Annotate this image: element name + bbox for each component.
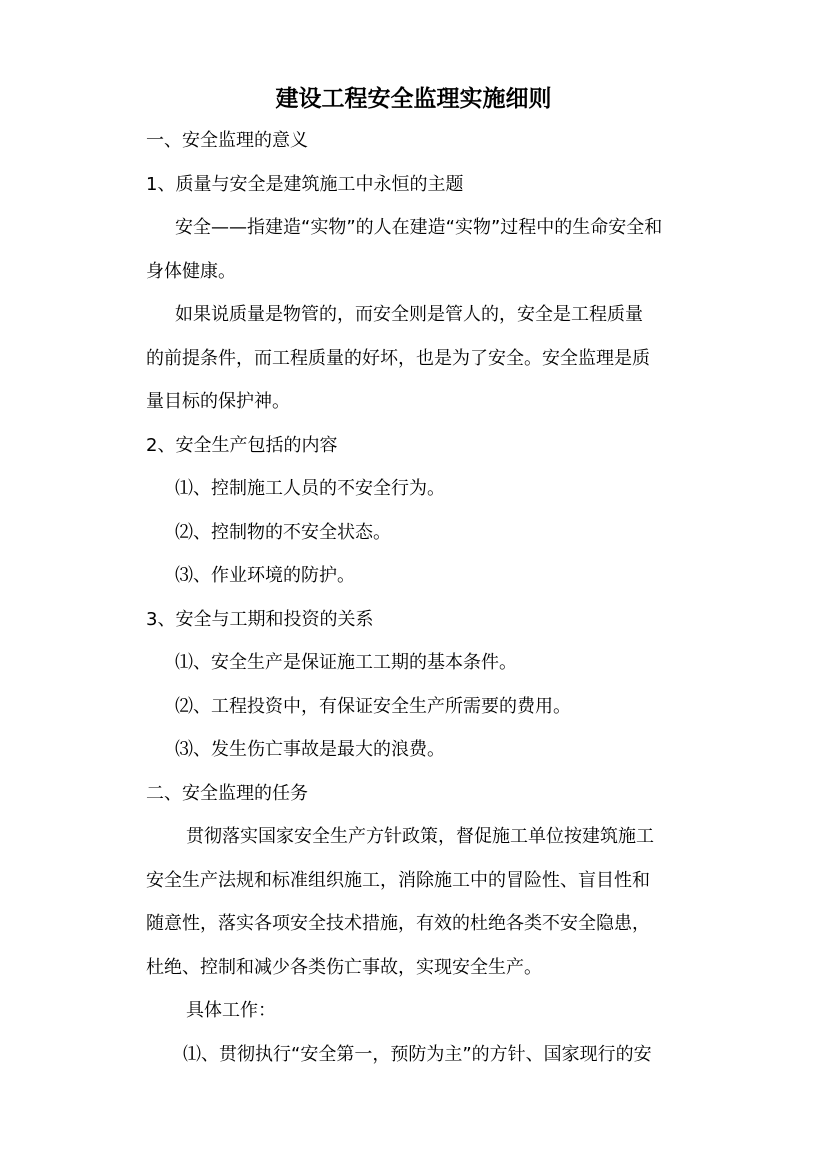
paragraph-line: 量目标的保护神。 [146, 391, 290, 412]
list-item: ⑵、控制物的不安全状态。 [175, 522, 391, 543]
paragraph-line: 安全——指建造“实物”的人在建造“实物”过程中的生命安全和 [175, 217, 663, 238]
subsection-heading: 2、安全生产包括的内容 [146, 435, 338, 456]
paragraph-line: 具体工作： [186, 1000, 276, 1021]
paragraph-line: 安全生产法规和标准组织施工，消除施工中的冒险性、盲目性和 [146, 870, 650, 891]
list-item: ⑶、发生伤亡事故是最大的浪费。 [175, 739, 445, 760]
paragraph-line: 的前提条件，而工程质量的好坏，也是为了安全。安全监理是质 [146, 348, 650, 369]
paragraph-line: 贯彻落实国家安全生产方针政策，督促施工单位按建筑施工 [186, 826, 654, 847]
paragraph-line: 杜绝、控制和减少各类伤亡事故，实现安全生产。 [146, 957, 542, 978]
list-item: ⑴、控制施工人员的不安全行为。 [175, 478, 445, 499]
section-heading: 一、安全监理的意义 [146, 130, 308, 151]
paragraph-line: 身体健康。 [146, 261, 236, 282]
list-item: ⑴、安全生产是保证施工工期的基本条件。 [175, 652, 517, 673]
paragraph-line: 随意性，落实各项安全技术措施，有效的杜绝各类不安全隐患， [146, 913, 650, 934]
document-title: 建设工程安全监理实施细则 [275, 86, 552, 112]
list-item: ⑴、贯彻执行“安全第一，预防为主”的方针、国家现行的安 [183, 1044, 652, 1065]
section-heading: 二、安全监理的任务 [146, 783, 308, 804]
paragraph-line: 如果说质量是物管的，而安全则是管人的，安全是工程质量 [175, 304, 643, 325]
subsection-heading: 1、质量与安全是建筑施工中永恒的主题 [146, 174, 464, 195]
subsection-heading: 3、安全与工期和投资的关系 [146, 609, 374, 630]
list-item: ⑵、工程投资中，有保证安全生产所需要的费用。 [175, 696, 571, 717]
list-item: ⑶、作业环境的防护。 [175, 565, 355, 586]
